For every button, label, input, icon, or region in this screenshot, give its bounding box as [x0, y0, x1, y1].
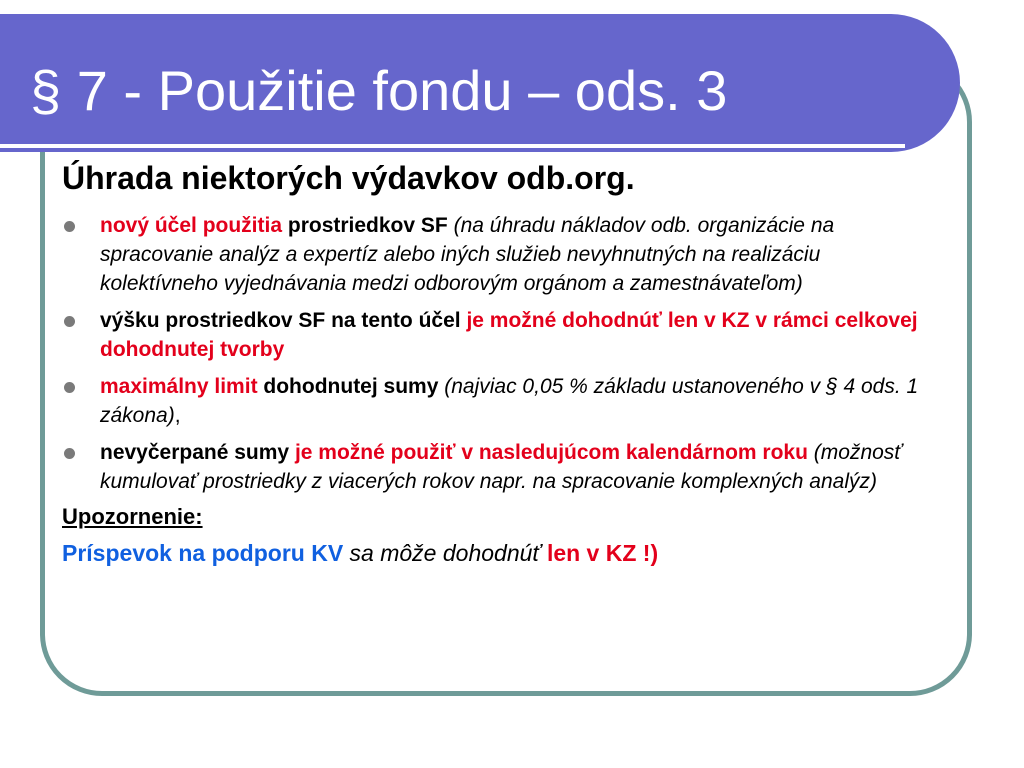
- note-highlight: Príspevok na podporu KV: [62, 540, 344, 566]
- bold-text: dohodnutej sumy: [257, 375, 445, 398]
- italic-text: sa môže dohodnúť: [343, 540, 547, 566]
- highlight-text: len v KZ !): [546, 540, 659, 566]
- highlight-text: nový účel použitia: [100, 214, 283, 237]
- bullet-icon: [64, 448, 75, 459]
- bullet-icon: [64, 221, 75, 232]
- slide-heading: Úhrada niektorých výdavkov odb.org.: [62, 160, 635, 196]
- highlight-text: je možné dohodnúť len v KZ v rámci celkovej dohodnutej tvorby: [100, 309, 918, 361]
- bold-text: nevyčerpané sumy: [100, 441, 295, 464]
- bold-text: výšku prostriedkov SF na tento účel: [100, 309, 467, 332]
- bold-text: prostriedkov SF: [282, 214, 454, 237]
- italic-text: (možnosť kumulovať prostriedky z viacerých rokov napr. na spracovanie komplexných analýz): [100, 441, 902, 493]
- list-item: [62, 372, 942, 430]
- italic-text: (na úhradu nákladov odb. organizácie na spracovanie analýz a expertíz alebo iných služieb nevyhnutných na realizáciu kolektívneho vyjednávania medzi odborovým orgánom a zamestnávateľom): [100, 214, 835, 295]
- title-bar: [0, 14, 960, 152]
- list-item: [62, 306, 942, 364]
- bullet-list: [62, 211, 942, 496]
- slide-title: § 7 - Použitie fondu – ods. 3: [30, 59, 728, 122]
- list-item: [62, 438, 942, 496]
- bullet-icon: [64, 316, 75, 327]
- slide-content: [62, 160, 942, 567]
- list-item: [62, 211, 942, 298]
- bullet-icon: [64, 382, 75, 393]
- highlight-text: je možné použiť v nasledujúcom kalendárnom roku: [294, 441, 808, 464]
- plain-text: ,: [174, 404, 181, 427]
- note-text: [62, 540, 942, 567]
- italic-text: (najviac 0,05 % základu ustanoveného v § 4 ods. 1 zákona): [100, 375, 919, 427]
- note-label: Upozornenie:: [62, 504, 203, 529]
- title-underline: [0, 144, 905, 148]
- highlight-text: maximálny limit: [100, 375, 258, 398]
